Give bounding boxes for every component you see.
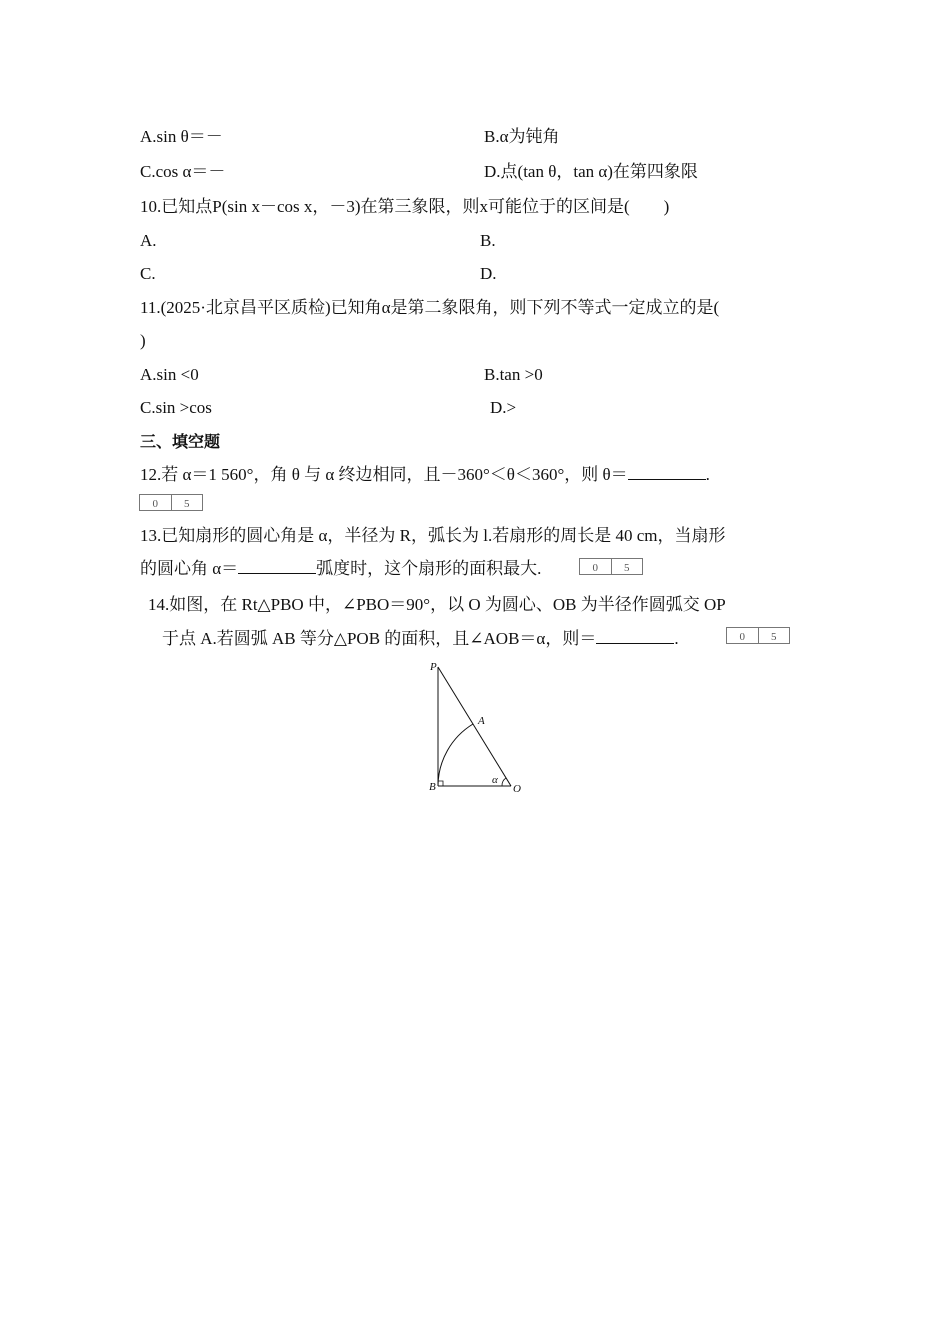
q11-stem-line2: ): [140, 331, 146, 350]
score-right: 5: [624, 562, 630, 574]
q14-end: .: [674, 629, 679, 648]
score-left: 0: [580, 559, 612, 574]
q10-option-b: B.: [480, 231, 496, 250]
q13-score-box[interactable]: [579, 558, 643, 575]
arc-ab: [438, 724, 473, 786]
q9-option-d: D.点(tan θ，tan α)在第四象限: [484, 162, 698, 181]
q14-score-box[interactable]: [726, 627, 790, 644]
score-right: 5: [184, 498, 190, 510]
q11-option-d: D.>: [490, 398, 517, 417]
q11-option-b: B.tan >0: [484, 365, 543, 384]
triangle-figure: [420, 655, 530, 800]
q10-option-c: C.: [140, 264, 156, 283]
label-a: A: [478, 715, 485, 727]
q10-stem: 10.已知点P(sin x－cos x，－3)在第三象限，则x可能位于的区间是( ): [140, 197, 670, 216]
label-alpha: α: [492, 774, 498, 786]
q9-option-c: C.cos α＝－: [140, 162, 226, 181]
q11-option-a: A.sin <0: [140, 365, 199, 384]
q14-line1: 14.如图，在 Rt△PBO 中，∠PBO＝90°，以 O 为圆心、OB 为半径作圆弧交 OP: [148, 595, 726, 614]
angle-alpha-mark: [502, 778, 506, 786]
q14-line2: [162, 628, 679, 650]
q12-answer-blank[interactable]: [628, 465, 706, 480]
q14-line2-start: 于点 A.若圆弧 AB 等分△POB 的面积，且∠AOB＝α，则＝: [162, 629, 597, 648]
segment-po: [438, 667, 511, 786]
q12-text: [140, 464, 710, 486]
q13-line2-end: 弧度时，这个扇形的面积最大.: [316, 559, 542, 578]
q9-option-b: B.α为钝角: [484, 127, 560, 146]
section-title: 三、填空题: [140, 432, 221, 451]
label-b: B: [429, 781, 436, 793]
right-angle-mark: [438, 781, 443, 786]
q13-answer-blank[interactable]: [238, 559, 316, 574]
q10-option-d: D.: [480, 264, 497, 283]
label-p: P: [430, 661, 437, 673]
q13-line1: 13.已知扇形的圆心角是 α，半径为 R，弧长为 l.若扇形的周长是 40 cm，当扇形: [140, 526, 726, 545]
q9-option-a: A.sin θ＝－: [140, 127, 223, 146]
q12-score-box[interactable]: [139, 494, 203, 511]
q12-end: .: [705, 465, 710, 484]
score-right: 5: [771, 631, 777, 643]
q13-line2: [140, 558, 541, 580]
q11-stem-line1: 11.(2025·北京昌平区质检)已知角α是第二象限角，则下列不等式一定成立的是(: [140, 298, 720, 317]
q12-number: 12.: [140, 465, 162, 484]
q13-line2-start: 的圆心角 α＝: [140, 559, 239, 578]
q10-option-a: A.: [140, 231, 157, 250]
score-left: 0: [727, 628, 759, 643]
label-o: O: [513, 783, 521, 795]
q14-answer-blank[interactable]: [596, 629, 674, 644]
score-left: 0: [140, 495, 172, 510]
q12-body: 若 α＝1 560°，角 θ 与 α 终边相同，且－360°＜θ＜360°，则 θ＝: [161, 465, 628, 484]
q11-option-c: C.sin >cos: [140, 398, 212, 417]
